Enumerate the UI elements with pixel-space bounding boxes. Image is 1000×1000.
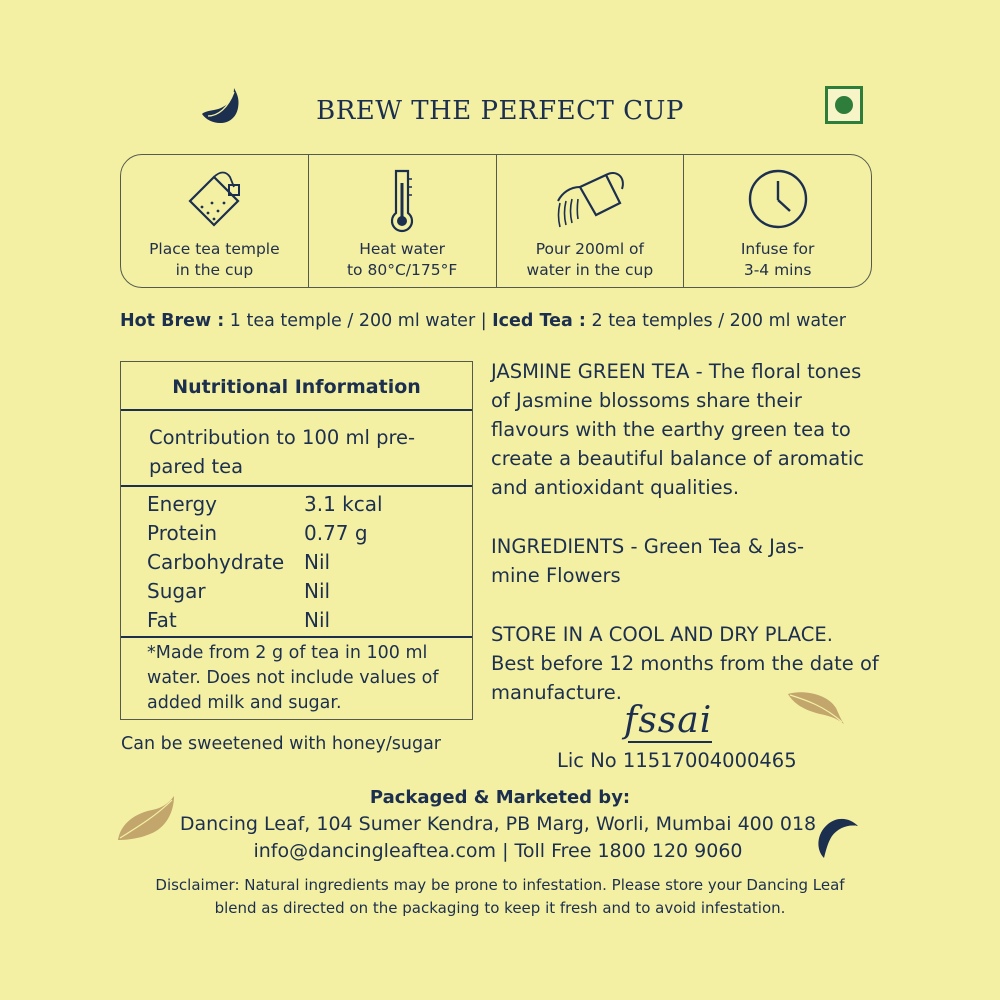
- nutrition-row: [147, 548, 383, 577]
- kettle-pour-icon: [550, 167, 630, 233]
- step-label: Place tea temple in the cup: [149, 240, 280, 279]
- hot-brew-value: 1 tea temple / 200 ml water |: [224, 311, 493, 331]
- nutrient-value: 3.1 kcal: [304, 492, 383, 516]
- fssai-underline: [628, 741, 712, 743]
- nutrition-rows: [121, 490, 472, 638]
- nutrition-contribution: [121, 411, 472, 487]
- thermometer-icon: [382, 167, 422, 233]
- nutrition-row: [147, 606, 383, 635]
- iced-tea-value: 2 tea temples / 200 ml water: [585, 311, 846, 331]
- nutrition-row: [147, 519, 383, 548]
- fssai-logo: fssai: [624, 700, 713, 741]
- storage-info: [491, 620, 891, 707]
- company-address: Dancing Leaf, 104 Sumer Kendra, PB Marg, Worli, Mumbai 400 018: [179, 813, 817, 835]
- nutrition-footnote: *Made from 2 g of tea in 100 ml water. Does not include values of added milk and sugar.: [147, 643, 439, 713]
- nutrition-heading: Nutritional Information: [121, 362, 472, 411]
- step-label: Infuse for 3-4 mins: [740, 240, 815, 279]
- nutrient-value: Nil: [304, 579, 331, 603]
- step-infuse: [684, 155, 871, 287]
- license-number: Lic No 11517004000465: [557, 749, 797, 772]
- page-title: BREW THE PERFECT CUP: [316, 96, 684, 126]
- step-label: Heat water to 80°C/175°F: [346, 240, 458, 279]
- nutrient-value: 0.77 g: [304, 521, 368, 545]
- storage-instruction: STORE IN A COOL AND DRY PLACE.: [491, 623, 833, 646]
- contribution-text: Contribution to 100 ml pre- pared tea: [149, 426, 416, 478]
- vegetarian-mark: [825, 86, 863, 124]
- nutrient-value: Nil: [304, 608, 331, 632]
- nutrient-name: Carbohydrate: [147, 550, 285, 574]
- green-dot-icon: [835, 96, 853, 114]
- nutrition-panel: [120, 361, 473, 720]
- ingredients: INGREDIENTS - Green Tea & Jas- mine Flowers: [491, 535, 805, 587]
- nutrient-name: Sugar: [147, 579, 206, 603]
- nutrition-row: [147, 577, 383, 606]
- company-contact: info@dancingleaftea.com | Toll Free 1800 120 9060: [253, 840, 743, 862]
- hot-brew-label: Hot Brew :: [120, 311, 225, 331]
- step-place-tea: [121, 155, 309, 287]
- product-description: JASMINE GREEN TEA - The floral tones of Jasmine blossoms share their flavours with the earthy green tea to create a beautiful balance of aromatic and antioxidant qualities.: [491, 360, 864, 499]
- step-label: Pour 200ml of water in the cup: [526, 240, 654, 279]
- nutrition-row: [147, 490, 383, 519]
- packaged-heading: Packaged & Marketed by:: [369, 787, 631, 808]
- brew-ratio: [120, 311, 980, 331]
- nutrient-value: Nil: [304, 550, 331, 574]
- iced-tea-label: Iced Tea :: [492, 311, 586, 331]
- sweeten-note: Can be sweetened with honey/sugar: [121, 734, 441, 754]
- best-before: Best before 12 months from the date of manufacture.: [491, 652, 879, 704]
- nutrient-name: Energy: [147, 492, 218, 516]
- step-pour-water: [497, 155, 685, 287]
- nutrient-name: Fat: [147, 608, 177, 632]
- tea-bag-icon: [182, 167, 246, 231]
- nutrient-name: Protein: [147, 521, 218, 545]
- brewing-steps: [120, 154, 872, 288]
- disclaimer: Disclaimer: Natural ingredients may be prone to infestation. Please store your Dancing Leaf blend as directed on the packaging to keep it fresh and to avoid infestation.: [155, 876, 845, 917]
- clock-icon: [746, 167, 810, 231]
- step-heat-water: [309, 155, 497, 287]
